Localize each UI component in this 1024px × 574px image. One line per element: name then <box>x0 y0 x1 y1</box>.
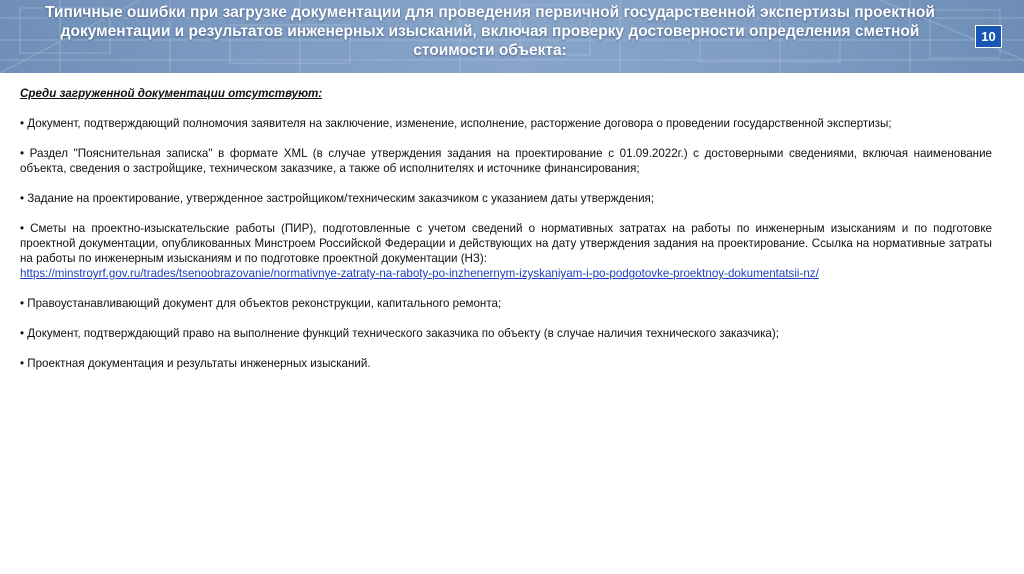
header-banner <box>0 0 1024 73</box>
list-item-text: • Раздел "Пояснительная записка" в формате XML (в случае утверждения задания на проектирование с 01.09.2022г.) с достоверными сведениями, включая наименование объекта, сведения о застройщике, техническом заказчике, а также об исполнителях и источнике финансирования; <box>20 147 992 175</box>
list-item-text: • Задание на проектирование, утвержденное застройщиком/техническим заказчиком с указанием даты утверждения; <box>20 192 655 205</box>
list-item <box>20 221 992 281</box>
list-item <box>20 146 992 176</box>
list-item <box>20 326 992 341</box>
page-title: Типичные ошибки при загрузке документации для проведения первичной государственной экспертизы проектной документации и результатов инженерных изысканий, включая проверку достоверности определения сметной стоимости объекта: <box>45 4 935 59</box>
list-item-text: • Правоустанавливающий документ для объектов реконструкции, капитального ремонта; <box>20 297 502 310</box>
list-item <box>20 356 992 371</box>
list-item-text: • Сметы на проектно-изыскательские работы (ПИР), подготовленные с учетом сведений о нормативных затратах на работы по инженерным изысканиям и по подготовке проектной документации, опубликованных Минстроем Российской Федерации и действующих на дату утверждения задания на проектирование. Ссылка на нормативные затраты на работы по инженерным изысканиям и по подготовке проектной документации (НЗ): <box>20 222 992 265</box>
normative-costs-link[interactable]: https://minstroyrf.gov.ru/trades/tsenoobrazovanie/normativnye-zatraty-na-raboty-po-inzhenernym-izyskaniyam-i-po-podgotovke-proektnoy-dokumentatsii-nz/ <box>20 267 819 280</box>
list-item-text: • Документ, подтверждающий право на выполнение функций технического заказчика по объекту (в случае наличия технического заказчика); <box>20 327 779 340</box>
page-number-badge: 10 <box>975 25 1002 48</box>
list-item-text: • Документ, подтверждающий полномочия заявителя на заключение, изменение, исполнение, расторжение договора о проведении государственной экспертизы; <box>20 117 892 130</box>
list-item <box>20 191 992 206</box>
list-item <box>20 296 992 311</box>
content-body <box>20 86 992 386</box>
section-subtitle: Среди загруженной документации отсутствуют: <box>20 87 323 100</box>
list-item <box>20 116 992 131</box>
list-item-text: • Проектная документация и результаты инженерных изысканий. <box>20 357 371 370</box>
